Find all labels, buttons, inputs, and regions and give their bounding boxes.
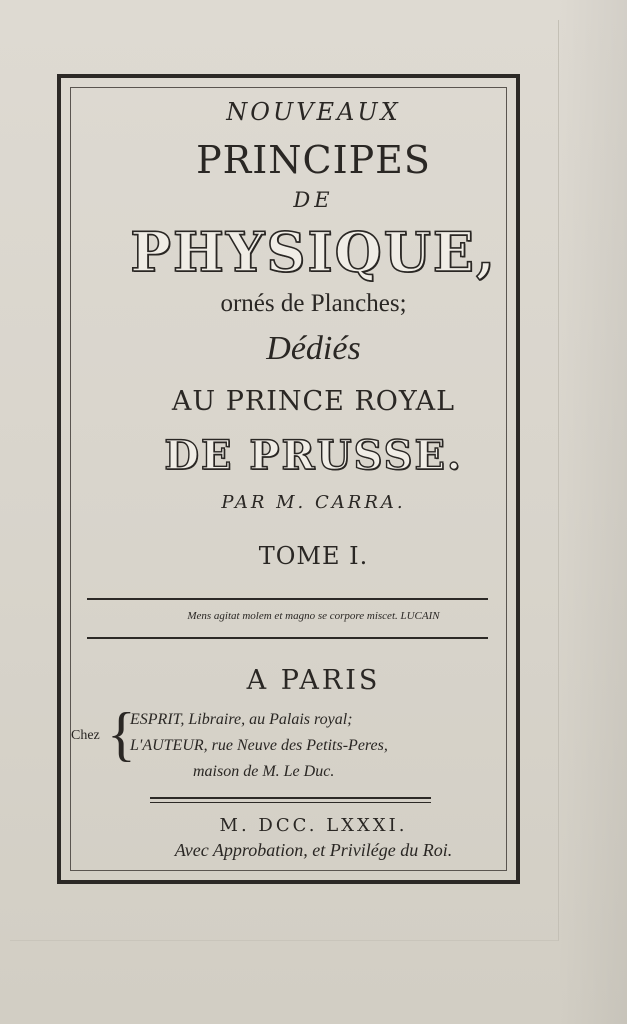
motto-line: Mens agitat molem et magno se corpore miscet. LUCAIN	[187, 610, 440, 622]
dedication-word: Dédiés	[266, 330, 361, 367]
title-physique: PHYSIQUE,	[130, 220, 497, 284]
motto-rule-bottom	[87, 637, 488, 639]
imprint-privilege: Avec Approbation, et Privilége du Roi.	[174, 840, 453, 860]
title-principes: PRINCIPES	[196, 138, 431, 182]
motto-rule-top	[87, 598, 488, 600]
author-line: PAR M. CARRA.	[221, 492, 406, 513]
subtitle-planches: ornés de Planches;	[220, 290, 407, 317]
title-de: DE	[293, 188, 334, 212]
dedication-prince: AU PRINCE ROYAL	[171, 386, 456, 417]
imprint-rule-thin	[150, 802, 431, 803]
imprint-year: M. DCC. LXXXI.	[219, 815, 408, 836]
imprint-rule-thick	[150, 797, 431, 799]
imprint-place: A PARIS	[246, 665, 381, 696]
title-nouveaux: NOUVEAUX	[226, 98, 401, 126]
dedication-prusse: DE PRUSSE.	[164, 432, 463, 479]
volume-line: TOME I.	[258, 542, 369, 570]
publisher-line-3: maison de M. Le Duc.	[193, 763, 335, 780]
publisher-line-2: L'AUTEUR, rue Neuve des Petits-Peres,	[130, 737, 388, 754]
imprint-brace: {	[107, 701, 136, 767]
publisher-line-1: ESPRIT, Libraire, au Palais royal;	[130, 711, 353, 728]
imprint-chez: Chez	[71, 728, 100, 743]
